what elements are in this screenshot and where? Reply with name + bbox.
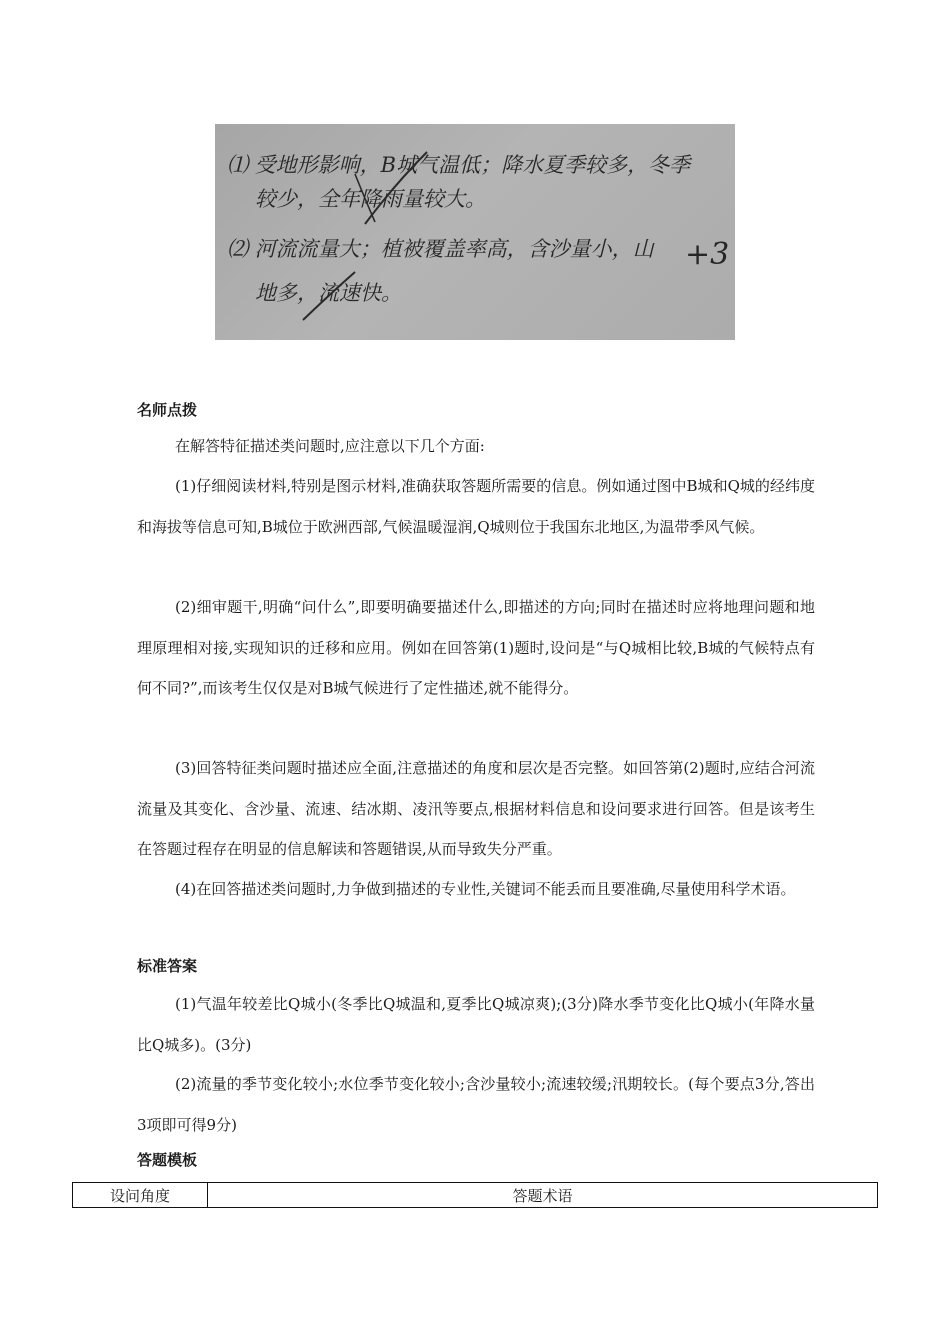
- handwritten-answer-photo: [215, 124, 735, 340]
- answer-part-2: (2)流量的季节变化较小;水位季节变化较小;含沙量较小;流速较缓;汛期较长。(每个要点3分,答出3项即可得9分): [137, 1075, 815, 1134]
- tip-point-4: (4)在回答描述类问题时,力争做到描述的专业性,关键词不能丢而且要准确,尽量使用科学术语。: [175, 880, 796, 898]
- template-heading: 答题模板: [137, 1151, 198, 1169]
- column-header-angle: 设问角度: [73, 1183, 208, 1208]
- tip-intro-paragraph: 在解答特征描述类问题时,应注意以下几个方面:: [175, 437, 485, 455]
- answer-part-1: (1)气温年较差比Q城小(冬季比Q城温和,夏季比Q城凉爽);(3分)降水季节变化比Q城小(年降水量比Q城多)。(3分): [137, 995, 815, 1054]
- handwritten-line-4: 地多，流速快。: [255, 281, 402, 305]
- handwritten-line-3: ⑵ 河流流量大；植被覆盖率高，含沙量小，山: [227, 237, 654, 261]
- handwritten-line-2: 较少，全年降雨量较大。: [255, 187, 486, 211]
- column-header-terms: 答题术语: [208, 1183, 878, 1208]
- answer-template-table: [72, 1182, 878, 1208]
- handwritten-line-1: ⑴ 受地形影响，B城气温低；降水夏季较多，冬季: [227, 153, 691, 177]
- tip-point-3: (3)回答特征类问题时描述应全面,注意描述的角度和层次是否完整。如回答第(2)题时,应结合河流流量及其变化、含沙量、流速、结冰期、凌汛等要点,根据材料信息和设问要求进行回答。但是该考生在答题过程存在明显的信息解读和答题错误,从而导致失分严重。: [137, 759, 815, 859]
- tip-heading: 名师点拨: [137, 401, 198, 419]
- table-header-row: [73, 1183, 878, 1208]
- tip-point-1: (1)仔细阅读材料,特别是图示材料,准确获取答题所需要的信息。例如通过图中B城和Q城的经纬度和海拔等信息可知,B城位于欧洲西部,气候温暖湿润,Q城则位于我国东北地区,为温带季风气候。: [137, 477, 815, 536]
- score-mark: +3: [685, 237, 730, 272]
- tip-point-2: (2)细审题干,明确“问什么”,即要明确要描述什么,即描述的方向;同时在描述时应将地理问题和地理原理相对接,实现知识的迁移和应用。例如在回答第(1)题时,设问是“与Q城相比较,B城的气候特点有何不同?”,而该考生仅仅是对B城气候进行了定性描述,就不能得分。: [137, 598, 815, 698]
- answer-heading: 标准答案: [137, 957, 198, 975]
